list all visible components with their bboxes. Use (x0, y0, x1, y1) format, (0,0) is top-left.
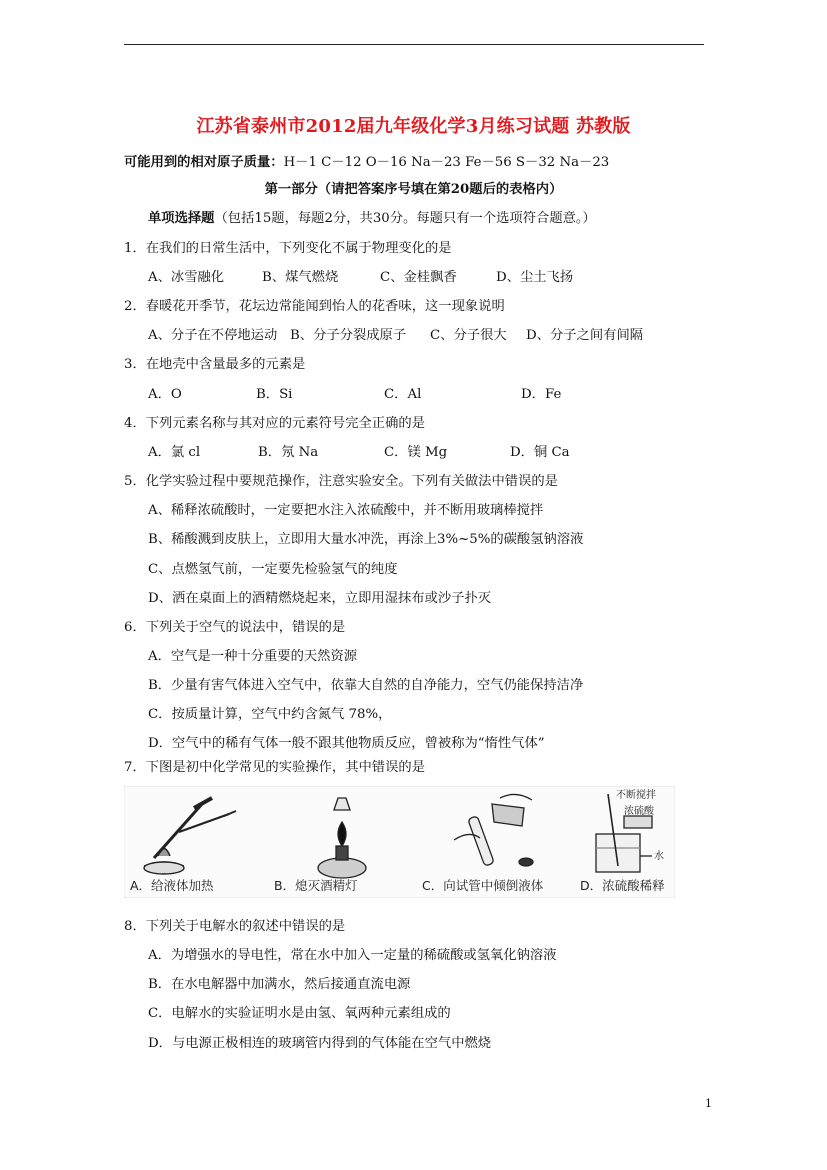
option: A、稀释浓硫酸时，一定要把水注入浓硫酸中，并不断用玻璃棒搅拌 (148, 503, 544, 518)
header-rule (124, 44, 704, 45)
caption-a: A．给液体加热 (130, 878, 214, 893)
option: C．镁 Mg (384, 445, 448, 460)
question-stem: 8．下列关于电解水的叙述中错误的是 (124, 919, 346, 934)
option: C．电解水的实验证明水是由氢、氧两种元素组成的 (148, 1006, 451, 1021)
option: D．与电源正极相连的玻璃管内得到的气体能在空气中燃烧 (148, 1036, 492, 1051)
acid-label: 浓硫酸 (624, 806, 654, 817)
atomic-mass-line (124, 155, 609, 171)
page-title: 江苏省泰州市2012届九年级化学3月练习试题 苏教版 (196, 116, 631, 137)
section-heading (148, 211, 596, 227)
atomic-mass-values: H－1 C－12 O－16 Na－23 Fe－56 S－32 Na－23 (283, 155, 610, 170)
option: D．铜 Ca (510, 445, 570, 460)
option: A．为增强水的导电性，常在水中加入一定量的稀硫酸或氢氧化钠溶液 (148, 948, 557, 963)
part-heading: 第一部分（请把答案序号填在第20题后的表格内） (264, 182, 563, 197)
stir-label: 不断搅拌 (616, 790, 656, 801)
page-number: 1 (705, 1097, 712, 1110)
water-label: 水 (654, 851, 664, 862)
option: D．Fe (521, 387, 562, 402)
option: B．少量有害气体进入空气中，依靠大自然的自净能力，空气仍能保持洁净 (148, 678, 584, 693)
question-stem: 5．化学实验过程中要规范操作，注意实验安全。下列有关做法中错误的是 (124, 474, 558, 489)
option: B、稀酸溅到皮肤上，立即用大量水冲洗，再涂上3%~5%的碳酸氢钠溶液 (148, 532, 584, 547)
option: C、金桂飘香 (380, 270, 457, 285)
caption-d: D．浓硫酸稀释 (580, 878, 665, 893)
option: C、分子很大 (430, 328, 507, 343)
option: C．按质量计算，空气中约含氮气 78%， (148, 707, 392, 722)
question-stem: 1．在我们的日常生活中，下列变化不属于物理变化的是 (124, 241, 452, 256)
question-stem: 7．下图是初中化学常见的实验操作，其中错误的是 (124, 760, 425, 775)
option: A、冰雪融化 (148, 270, 225, 285)
lab-operations-figure (124, 786, 675, 898)
option: D．空气中的稀有气体一般不跟其他物质反应，曾被称为“惰性气体” (148, 736, 545, 751)
question-stem: 6．下列关于空气的说法中，错误的是 (124, 620, 346, 635)
option: D、尘土飞扬 (496, 270, 574, 285)
atomic-mass-label: 可能用到的相对原子质量： (124, 155, 284, 170)
option: B．在水电解器中加满水，然后接通直流电源 (148, 977, 411, 992)
option: B．Si (256, 387, 293, 402)
option: A．氯 cl (148, 445, 201, 460)
option: B、分子分裂成原子 (290, 328, 407, 343)
option: B．氖 Na (258, 445, 319, 460)
option: B、煤气燃烧 (262, 270, 339, 285)
option: A、分子在不停地运动 (148, 328, 278, 343)
option: C．Al (384, 387, 422, 402)
option: D、分子之间有间隔 (526, 328, 644, 343)
section-label: 单项选择题 (148, 211, 215, 226)
option: D、洒在桌面上的酒精燃烧起来，立即用湿抹布或沙子扑灭 (148, 591, 492, 606)
option: A．空气是一种十分重要的天然资源 (148, 649, 358, 664)
section-desc: （包括15题，每题2分，共30分。每题只有一个选项符合题意。） (214, 211, 596, 226)
question-stem: 2．春暖花开季节，花坛边常能闻到怡人的花香味，这一现象说明 (124, 299, 505, 314)
question-stem: 3．在地壳中含量最多的元素是 (124, 357, 306, 372)
option: A．O (148, 387, 182, 402)
option: C、点燃氢气前，一定要先检验氢气的纯度 (148, 562, 398, 577)
caption-b: B．熄灭酒精灯 (274, 878, 358, 893)
question-stem: 4．下列元素名称与其对应的元素符号完全正确的是 (124, 416, 425, 431)
caption-c: C．向试管中倾倒液体 (422, 878, 544, 893)
